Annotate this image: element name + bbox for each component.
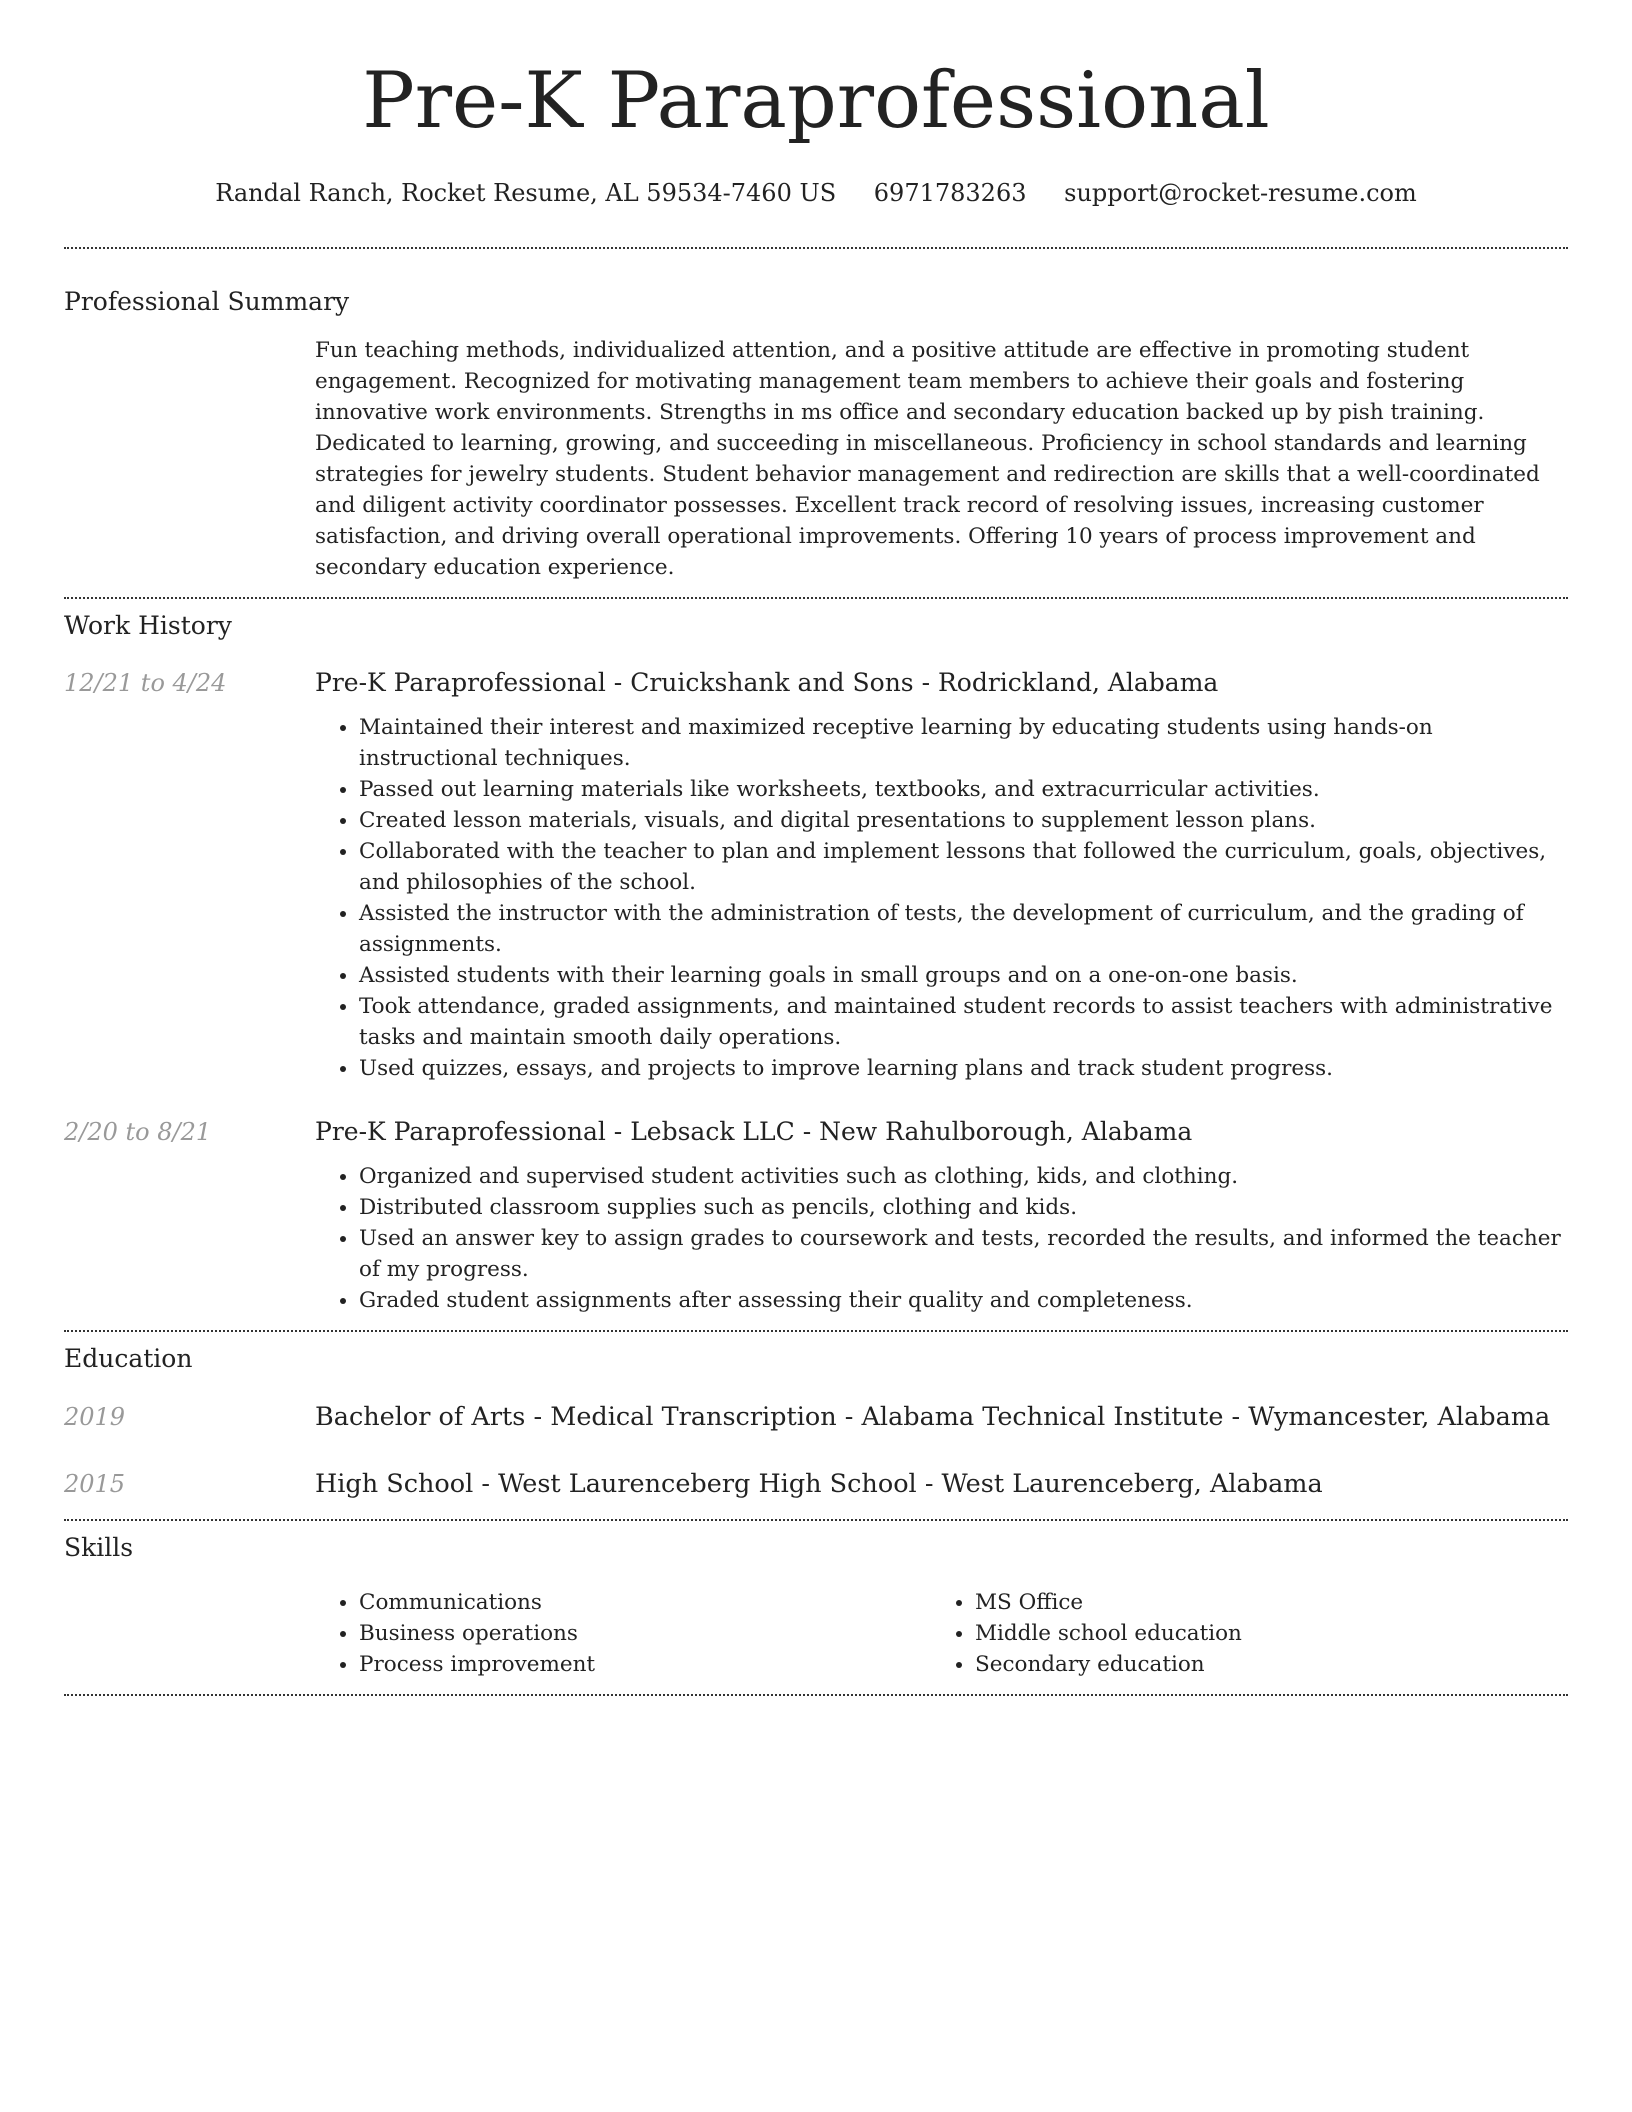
contact-line [64, 178, 1568, 208]
summary-spacer [64, 335, 315, 583]
list-item: • Used quizzes, essays, and projects to improve learning plans and track student progress. [359, 1053, 1568, 1084]
list-item: • Collaborated with the teacher to plan and implement lessons that followed the curriculum, goals, objectives, and philosophies of the school. [359, 836, 1568, 898]
skill-item: • Communications [359, 1587, 931, 1618]
skills-title: Skills [64, 1533, 134, 1562]
job-entry [64, 1117, 1568, 1316]
job-dates: 2/20 to 8/21 [64, 1118, 212, 1146]
resume-page [64, 0, 1568, 1696]
skills-column [315, 1587, 931, 1680]
contact-email: support@rocket-resume.com [1064, 179, 1417, 207]
job-bullets [315, 1161, 1568, 1316]
list-item: • Maintained their interest and maximized receptive learning by educating students using hands-on instructional techniques. [359, 712, 1568, 774]
skills-section [64, 1521, 1568, 1680]
list-item: • Took attendance, graded assignments, and maintained student records to assist teachers with administrative tasks and maintain smooth daily operations. [359, 991, 1568, 1053]
skill-item: • Process improvement [359, 1649, 931, 1680]
education-year: 2015 [64, 1470, 126, 1498]
work-history-section [64, 599, 1568, 1316]
education-degree: High School [315, 1469, 474, 1499]
list-item: • Assisted students with their learning goals in small groups and on a one-on-one basis. [359, 960, 1568, 991]
list-item: • Graded student assignments after assessing their quality and completeness. [359, 1285, 1568, 1316]
candidate-name: Pre-K Paraprofessional [362, 56, 1270, 146]
education-entry [64, 1402, 1568, 1432]
contact-phone: 6971783263 [873, 179, 1027, 207]
list-item: • Used an answer key to assign grades to coursework and tests, recorded the results, and informed the teacher of my progress. [359, 1223, 1568, 1285]
contact-address: Randal Ranch, Rocket Resume, AL 59534-7460 US [215, 179, 837, 207]
education-entry [64, 1469, 1568, 1499]
education-school: - West Laurenceberg High School - West Laurenceberg, Alabama [473, 1469, 1323, 1499]
skill-item: • Business operations [359, 1618, 931, 1649]
skill-item: • Secondary education [975, 1649, 1547, 1680]
education-school: - Alabama Technical Institute - Wymancester, Alabama [836, 1402, 1551, 1432]
skill-item: • Middle school education [975, 1618, 1547, 1649]
skills-column [931, 1587, 1547, 1680]
divider [64, 1694, 1568, 1696]
list-item: • Created lesson materials, visuals, and digital presentations to supplement lesson plans. [359, 805, 1568, 836]
list-item: • Assisted the instructor with the administration of tests, the development of curriculum, and the grading of assignments. [359, 898, 1568, 960]
work-history-title: Work History [64, 611, 232, 640]
education-degree: Bachelor of Arts - Medical Transcription [315, 1402, 837, 1432]
skills-spacer [64, 1587, 315, 1680]
list-item: • Distributed classroom supplies such as pencils, clothing and kids. [359, 1192, 1568, 1223]
job-heading: Pre-K Paraprofessional - Lebsack LLC - New Rahulborough, Alabama [315, 1117, 1193, 1146]
job-heading: Pre-K Paraprofessional - Cruickshank and Sons - Rodrickland, Alabama [315, 668, 1219, 697]
list-item: • Organized and supervised student activities such as clothing, kids, and clothing. [359, 1161, 1568, 1192]
skill-item: • MS Office [975, 1587, 1547, 1618]
summary-section [64, 249, 1568, 583]
job-entry [64, 668, 1568, 1084]
job-bullets [315, 712, 1568, 1084]
list-item: • Passed out learning materials like worksheets, textbooks, and extracurricular activities. [359, 774, 1568, 805]
education-section [64, 1332, 1568, 1499]
education-title: Education [64, 1344, 193, 1373]
summary-text: Fun teaching methods, individualized attention, and a positive attitude are effective in promoting student engagement. Recognized for motivating management team members to achieve their goals and fostering innovative work environments. Strengths in ms office and secondary education backed up by pish training. Dedicated to learning, growing, and succeeding in miscellaneous. Proficiency in school standards and learning strategies for jewelry students. Student behavior management and redirection are skills that a well-coordinated and diligent activity coordinator possesses. Excellent track record of resolving issues, increasing customer satisfaction, and driving overall operational improvements. Offering 10 years of process improvement and secondary education experience. [315, 338, 1540, 580]
education-year: 2019 [64, 1403, 126, 1431]
summary-title: Professional Summary [64, 287, 350, 316]
job-dates: 12/21 to 4/24 [64, 669, 227, 697]
skills-grid [315, 1587, 1568, 1680]
